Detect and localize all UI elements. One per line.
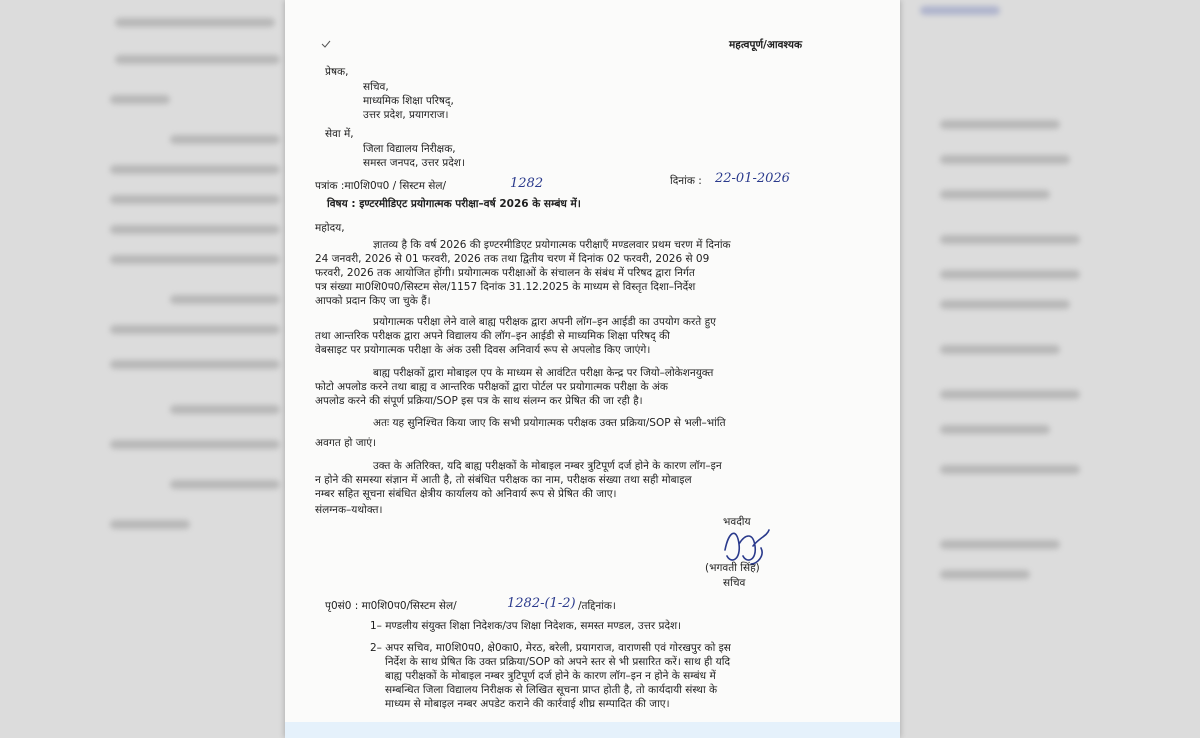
copy-recipient-line: निर्देश के साथ प्रेषित कि उक्त प्रक्रिया/SOP को अपने स्तर से भी प्रसारित करें। साथ ही यदि — [385, 656, 731, 668]
endorsement-number-handwritten: 1282-(1-2) — [507, 596, 576, 611]
recipient-line: समस्त जनपद, उत्तर प्रदेश। — [363, 157, 465, 169]
copy-recipient: 1– मण्डलीय संयुक्त शिक्षा निदेशक/उप शिक्षा निदेशक, समस्त मण्डल, उत्तर प्रदेश। — [370, 620, 682, 632]
priority-label: महत्वपूर्ण/आवश्यक — [729, 39, 803, 51]
paragraph-line: नम्बर सहित सूचना संबंधित क्षेत्रीय कार्यालय को अनिवार्य रूप से प्रेषित की जाए। — [315, 488, 617, 500]
closing: भवदीय — [723, 516, 751, 528]
letter-page — [285, 0, 900, 738]
paragraph-line: फरवरी, 2026 तक आयोजित होंगी। प्रयोगात्मक परीक्षाओं के संचालन के संबंध में परिषद द्वारा निर्गत — [315, 267, 695, 279]
paragraph-line: 24 जनवरी, 2026 से 01 फरवरी, 2026 तक तथा द्वितीय चरण में दिनांक 02 फरवरी, 2026 से 09 — [315, 253, 710, 265]
signatory-title: सचिव — [723, 577, 746, 589]
paragraph-line: अवगत हो जाएं। — [315, 437, 377, 449]
paragraph-line: वेबसाइट पर प्रयोगात्मक परीक्षा के अंक उसी दिवस अनिवार्य रूप से अपलोड किए जाएंगे। — [315, 344, 651, 356]
date-handwritten: 22-01-2026 — [715, 171, 790, 186]
paragraph-line: फोटो अपलोड करने तथा बाह्य व आन्तरिक परीक्षकों द्वारा पोर्टल पर प्रयोगात्मक परीक्षा के अंक — [315, 381, 668, 393]
paragraph-line: पत्र संख्या मा0शि0प0/सिस्टम सेल/1157 दिनांक 31.12.2025 के माध्यम से विस्तृत दिशा–निर्देश — [315, 281, 696, 293]
sender-line: सचिव, — [363, 81, 389, 93]
copy-recipient-line: माध्यम से मोबाइल नम्बर अपडेट कराने की कार्रवाई शीघ्र सम्पादित की जाए। — [385, 698, 670, 710]
paragraph-line: अतः यह सुनिश्चित किया जाए कि सभी प्रयोगात्मक परीक्षक उक्त प्रक्रिया/SOP से भली–भांति — [373, 417, 726, 429]
endorsement-label: पृ0सं0 : मा0शि0प0/सिस्टम सेल/ — [325, 600, 457, 612]
blurred-background-left — [0, 0, 285, 738]
pen-tick-mark — [321, 40, 331, 48]
paragraph-line: प्रयोगात्मक परीक्षा लेने वाले बाह्य परीक्षक द्वारा अपनी लॉग–इन आईडी का उपयोग करते हुए — [373, 316, 716, 328]
recipient-label: सेवा में, — [325, 128, 354, 140]
paragraph-line: आपको प्रदान किए जा चुके हैं। — [315, 295, 431, 307]
scan-bottom-strip — [285, 722, 900, 738]
paragraph-line: अपलोड करने की संपूर्ण प्रक्रिया/SOP इस पत्र के साथ संलग्न कर प्रेषित की जा रही है। — [315, 395, 643, 407]
paragraph-line: तथा आन्तरिक परीक्षक द्वारा अपने विद्यालय की लॉग–इन आईडी से माध्यमिक शिक्षा परिषद् की — [315, 330, 670, 342]
salutation: महोदय, — [315, 222, 345, 234]
subject-line: विषय : इण्टरमीडिएट प्रयोगात्मक परीक्षा–वर्ष 2026 के सम्बंध में। — [327, 198, 581, 210]
paragraph-line: बाह्य परीक्षकों द्वारा मोबाइल एप के माध्यम से आवंटित परीक्षा केन्द्र पर जियो–लोकेशनयुक्त — [373, 367, 714, 379]
paragraph-line: ज्ञातव्य है कि वर्ष 2026 की इण्टरमीडिएट प्रयोगात्मक परीक्षाएँ मण्डलवार प्रथम चरण में दिनांक — [373, 239, 731, 251]
reference-label: पत्रांक :मा0शि0प0 / सिस्टम सेल/ — [315, 180, 447, 192]
date-label: दिनांक : — [670, 175, 702, 187]
copy-recipient-line: बाह्य परीक्षकों के मोबाइल नम्बर त्रुटिपूर्ण दर्ज होने के कारण लॉग–इन न होने के सम्बंध में — [385, 670, 716, 682]
reference-number-handwritten: 1282 — [510, 176, 544, 191]
signatory-name: (भगवती सिंह) — [705, 562, 760, 574]
copy-recipient-line: सम्बन्धित जिला विद्यालय निरीक्षक से लिखित सूचना प्राप्त होती है, तो कार्यदायी संस्था के — [385, 684, 718, 696]
paragraph-line: उक्त के अतिरिक्त, यदि बाह्य परीक्षकों के मोबाइल नम्बर त्रुटिपूर्ण दर्ज होने के कारण लॉग–इन — [373, 460, 722, 472]
sender-label: प्रेषक, — [325, 66, 349, 78]
endorsement-suffix: /तद्दिनांक। — [578, 600, 616, 612]
copy-recipient-line: 2– अपर सचिव, मा0शि0प0, क्षे0का0, मेरठ, बरेली, प्रयागराज, वाराणसी एवं गोरखपुर को इस — [370, 642, 731, 654]
enclosure-note: संलग्नक–यथोक्त। — [315, 504, 383, 516]
recipient-line: जिला विद्यालय निरीक्षक, — [363, 143, 456, 155]
sender-line: माध्यमिक शिक्षा परिषद्, — [363, 95, 454, 107]
blurred-background-right — [900, 0, 1200, 738]
paragraph-line: न होने की समस्या संज्ञान में आती है, तो संबंधित परीक्षक का नाम, परीक्षक संख्या तथा सही मोबाइल — [315, 474, 692, 486]
sender-line: उत्तर प्रदेश, प्रयागराज। — [363, 109, 449, 121]
